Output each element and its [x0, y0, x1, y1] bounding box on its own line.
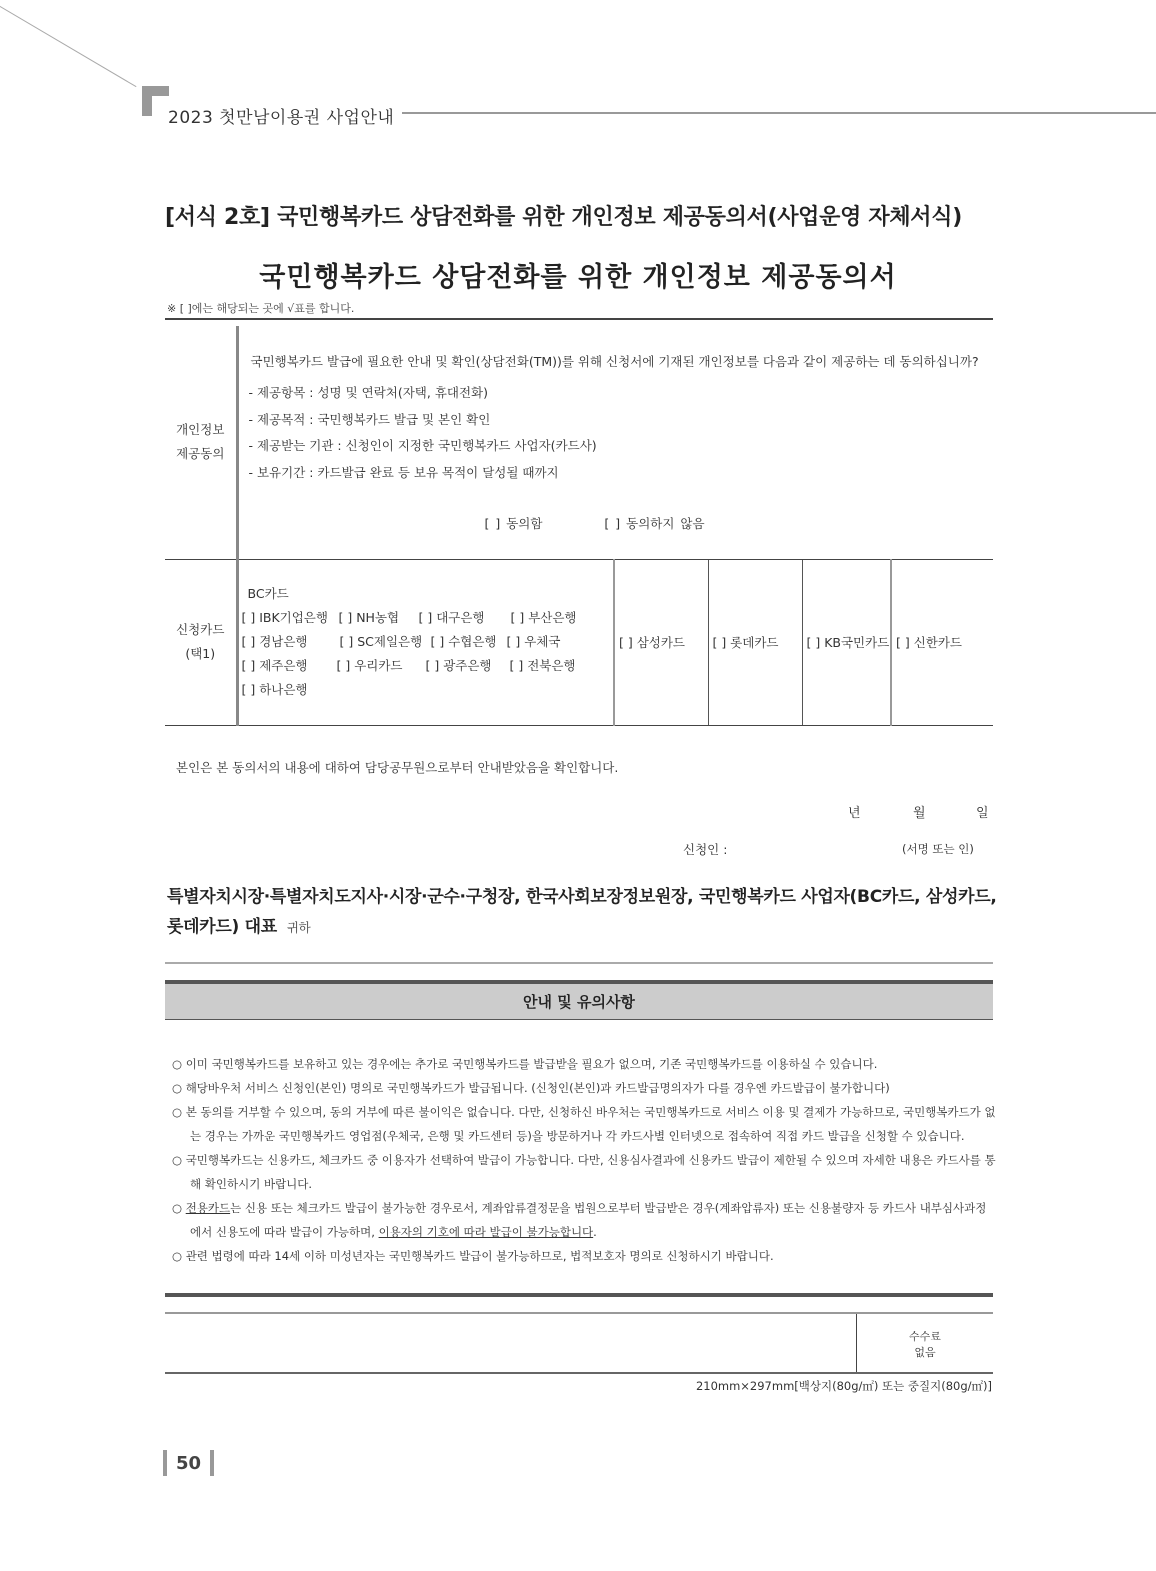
bank-checkbox-suhyup[interactable]: [ ] 수협은행 — [430, 634, 497, 649]
notices-title: 안내 및 유의사항 — [165, 980, 993, 1020]
bank-checkbox-gwangju[interactable]: [ ] 광주은행 — [425, 658, 492, 673]
section-divider — [165, 962, 993, 964]
date-month-field[interactable]: 월 — [913, 806, 926, 821]
card-checkbox-kb[interactable]: [ ] KB국민카드 — [802, 559, 891, 725]
page-number: 50 — [163, 1450, 214, 1476]
fee-table — [165, 1312, 993, 1374]
fee-value: 없음 — [914, 1346, 936, 1359]
notice-item: ○ 본 동의를 거부할 수 있으며, 동의 거부에 따른 불이익은 없습니다. 다만, 신청하신 바우처는 국민행복카드로 서비스 이용 및 결제가 가능하므로, 국민행복카드가 없는 경우는 가까운 국민행복카드 영업점(우체국, 은행 및 카드센터 등)을 방문하거나 각 카드사별 인터넷으로 접속하여 직접 카드 발급을 신청할 수 있습니다. — [172, 1105, 996, 1143]
running-header-title: 2023 첫만남이용권 사업안내 — [168, 108, 395, 128]
confirmation-text: 본인은 본 동의서의 내용에 대하여 담당공무원으로부터 안내받았음을 확인합니다. — [176, 760, 619, 775]
card-checkbox-samsung[interactable]: [ ] 삼성카드 — [614, 559, 708, 725]
notice-item: ○ 이미 국민행복카드를 보유하고 있는 경우에는 추가로 국민행복카드를 발급받을 필요가 없으며, 기존 국민행복카드를 이용하실 수 있습니다. — [172, 1057, 878, 1071]
consent-body — [237, 326, 993, 559]
notices-list — [172, 1052, 997, 1268]
header-rule — [402, 112, 1156, 114]
consent-form-table — [165, 326, 993, 726]
recipient-block — [167, 882, 997, 943]
consent-question: 국민행복카드 발급에 필요한 안내 및 확인(상담전화(TM))를 위해 신청서에 기재된 개인정보를 다음과 같이 제공하는 데 동의하십니까? — [250, 354, 979, 370]
notice-item: ○ 국민행복카드는 신용카드, 체크카드 중 이용자가 선택하여 발급이 가능합니다. 다만, 신용심사결과에 신용카드 발급이 제한될 수 있으며 자세한 내용은 카드사를 통해 확인하시기 바랍니다. — [172, 1153, 996, 1191]
bank-checkbox-nh[interactable]: [ ] NH농협 — [338, 610, 400, 625]
bank-checkbox-sc[interactable]: [ ] SC제일은행 — [339, 634, 423, 649]
card-selection-row — [165, 559, 993, 725]
recipient-line1: 특별자치시장·특별자치도지사·시장·군수·구청장, 한국사회보장정보원장, 국민행복카드 사업자(BC카드, 삼성카드, — [167, 887, 997, 907]
recipient-line2: 롯데카드) 대표 귀하 — [167, 917, 311, 937]
bank-checkbox-gyeongnam[interactable]: [ ] 경남은행 — [241, 634, 308, 649]
bc-options-row — [242, 606, 614, 630]
notice-item: ○ 관련 법령에 따라 14세 이하 미성년자는 국민행복카드 발급이 불가능하므로, 법적보호자 명의로 신청하시기 바랍니다. — [172, 1249, 774, 1263]
consent-label: 개인정보 제공동의 — [165, 326, 237, 559]
bc-options-row — [242, 678, 614, 702]
card-checkbox-lotte[interactable]: [ ] 롯데카드 — [708, 559, 802, 725]
bank-checkbox-busan[interactable]: [ ] 부산은행 — [510, 610, 577, 625]
bank-checkbox-jeonbuk[interactable]: [ ] 전북은행 — [509, 658, 576, 673]
consent-item: - 보유기간 : 카드발급 완료 등 보유 목적이 달성될 때까지 — [248, 464, 559, 480]
bc-card-options — [237, 559, 614, 725]
bank-checkbox-woori[interactable]: [ ] 우리카드 — [336, 658, 403, 673]
card-label: 신청카드 (택1) — [165, 559, 237, 725]
page-bar-left — [163, 1450, 167, 1476]
checkmark-note: ※ [ ]에는 해당되는 곳에 √표를 합니다. — [167, 302, 355, 315]
document-title: 국민행복카드 상담전화를 위한 개인정보 제공동의서 — [259, 262, 897, 293]
honorific: 귀하 — [286, 920, 311, 935]
agree-checkbox[interactable]: [ ] 동의함 — [484, 516, 543, 532]
date-year-field[interactable]: 년 — [848, 806, 861, 821]
page-bar-right — [210, 1450, 214, 1476]
table-top-rule — [165, 318, 993, 320]
disagree-checkbox[interactable]: [ ] 동의하지 않음 — [604, 516, 705, 532]
consent-item: - 제공목적 : 국민행복카드 발급 및 본인 확인 — [248, 411, 491, 427]
bc-options-row — [242, 654, 614, 678]
signature-field[interactable]: (서명 또는 인) — [902, 842, 974, 856]
bank-checkbox-jeju[interactable]: [ ] 제주은행 — [241, 658, 308, 673]
bank-checkbox-ibk[interactable]: [ ] IBK기업은행 — [241, 610, 328, 625]
applicant-label: 신청인 : — [683, 842, 728, 857]
bc-options-row — [242, 630, 614, 654]
consent-item: - 제공항목 : 성명 및 연락처(자택, 휴대전화) — [248, 385, 488, 401]
decorative-diagonal-line — [0, 0, 136, 87]
bc-card-title: BC카드 — [247, 586, 289, 601]
fee-label: 수수료 — [909, 1330, 941, 1343]
notice-item: ○ 전용카드는 신용 또는 체크카드 발급이 불가능한 경우로서, 계좌압류결정문을 법원으로부터 발급받은 경우(계좌압류자) 또는 신용불량자 등 카드사 내부심사과정에서 신용도에 따라 발급이 가능하며, 이용자의 기호에 따라 발급이 불가능합니다. — [172, 1201, 987, 1239]
consent-item: - 제공받는 기관 : 신청인이 지정한 국민행복카드 사업자(카드사) — [248, 438, 597, 454]
bank-checkbox-hana[interactable]: [ ] 하나은행 — [241, 682, 308, 697]
bank-checkbox-daegu[interactable]: [ ] 대구은행 — [418, 610, 485, 625]
bank-checkbox-post[interactable]: [ ] 우체국 — [506, 634, 561, 649]
consent-choices — [249, 514, 994, 532]
card-checkbox-shinhan[interactable]: [ ] 신한카드 — [891, 559, 993, 725]
fee-top-rule — [165, 1293, 993, 1297]
paper-size-spec: 210mm×297mm[백상지(80g/㎡) 또는 중질지(80g/㎡)] — [695, 1379, 992, 1393]
date-day-field[interactable]: 일 — [976, 806, 989, 821]
form-label: [서식 2호] 국민행복카드 상담전화를 위한 개인정보 제공동의서(사업운영 자체서식) — [165, 205, 962, 230]
consent-row — [165, 326, 993, 559]
fee-cell — [856, 1314, 993, 1372]
corner-bracket-icon — [142, 86, 169, 116]
notice-item: ○ 해당바우처 서비스 신청인(본인) 명의로 국민행복카드가 발급됩니다. (신청인(본인)과 카드발급명의자가 다를 경우엔 카드발급이 불가합니다) — [172, 1081, 890, 1095]
